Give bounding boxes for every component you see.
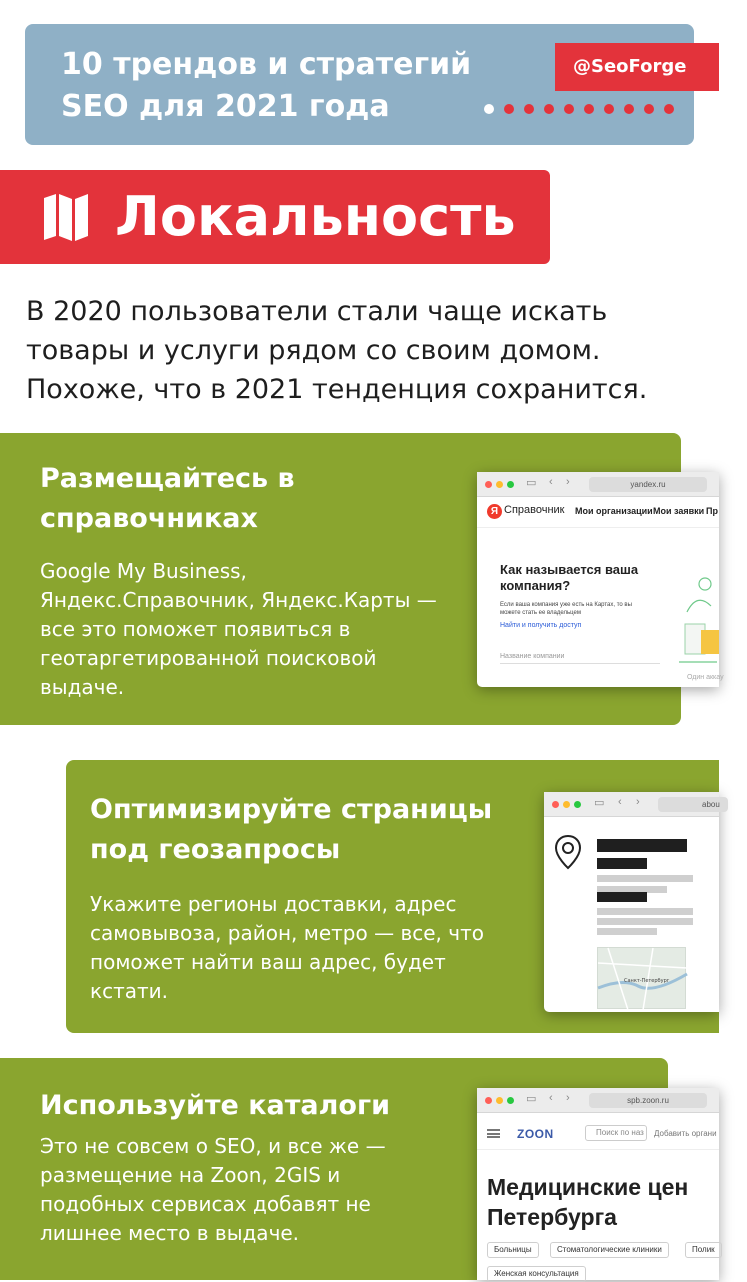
section-banner	[0, 170, 550, 264]
card-text: Укажите регионы доставки, адрес самовывоза, район, метро — все, что поможет найти ваш адрес, будет кстати.	[90, 892, 484, 1003]
pagination-dots	[484, 104, 674, 114]
company-hint: Если ваша компания уже есть на Картах, то вы можете стать ее владельцем	[500, 602, 632, 616]
menu-icon	[487, 1129, 500, 1138]
section-title: Локальность	[115, 185, 516, 248]
pagination-dot	[664, 104, 674, 114]
forward-icon: ›	[566, 476, 570, 488]
address-bar: spb.zoon.ru	[589, 1093, 707, 1108]
close-dot	[552, 801, 559, 808]
nav-my-requests: Мои заявки	[653, 506, 705, 516]
browser-zoon	[477, 1088, 719, 1280]
forward-icon: ›	[636, 796, 640, 808]
category-chip: Женская консультация	[487, 1266, 586, 1282]
add-organization-link: Добавить органи	[654, 1129, 717, 1138]
card-title: Используйте каталоги	[40, 1090, 390, 1121]
nav-my-organizations: Мои организации	[575, 506, 653, 516]
pagination-dot	[604, 104, 614, 114]
pagination-dot	[644, 104, 654, 114]
close-dot	[485, 1097, 492, 1104]
header-title: 10 трендов и стратегий SEO для 2021 года	[61, 47, 472, 124]
pagination-dot	[544, 104, 554, 114]
browser-toolbar	[544, 792, 719, 817]
pagination-dot	[504, 104, 514, 114]
zoon-heading-line: Петербурга	[487, 1204, 617, 1230]
yandex-logo: Я	[487, 504, 502, 519]
back-icon: ‹	[549, 476, 553, 488]
map-label: Санкт-Петербург	[624, 978, 670, 984]
zoon-heading-line: Медицинские цен	[487, 1174, 689, 1200]
pagination-dot	[624, 104, 634, 114]
pagination-dot	[584, 104, 594, 114]
back-icon: ‹	[549, 1092, 553, 1104]
sidebar-icon: ▭	[594, 797, 605, 809]
zoon-header	[477, 1114, 719, 1150]
map-icon	[42, 192, 90, 242]
browser-about-page	[544, 792, 719, 1012]
sidebar-icon: ▭	[526, 477, 537, 489]
zoon-heading	[487, 1172, 747, 1232]
placeholder-line	[597, 908, 693, 915]
maximize-dot	[507, 481, 514, 488]
card-title: Размещайтесь в справочниках	[40, 463, 295, 534]
category-chip: Больницы	[487, 1242, 539, 1258]
zoon-search-input: Поиск по наз	[585, 1125, 647, 1141]
pagination-dot	[564, 104, 574, 114]
address-bar: abou	[658, 797, 728, 812]
category-chip: Полик	[685, 1242, 722, 1258]
close-dot	[485, 481, 492, 488]
maximize-dot	[574, 801, 581, 808]
sidebar-icon: ▭	[526, 1093, 537, 1105]
placeholder-bar	[597, 839, 687, 852]
placeholder-line	[597, 875, 693, 882]
back-icon: ‹	[618, 796, 622, 808]
nav-more: Пр	[706, 506, 718, 516]
location-pin-icon	[554, 834, 582, 870]
pagination-dot	[484, 104, 494, 114]
maximize-dot	[507, 1097, 514, 1104]
zoon-logo: ZOON	[517, 1127, 554, 1141]
minimize-dot	[563, 801, 570, 808]
illustration-icon	[677, 572, 719, 667]
browser-toolbar	[477, 472, 719, 497]
service-name: Справочник	[504, 504, 565, 516]
category-chip: Стоматологические клиники	[550, 1242, 669, 1258]
handle-badge: @SeoForge	[555, 43, 719, 91]
intro-text: В 2020 пользователи стали чаще искать товары и услуги рядом со своим домом. Похоже, что в 2021 тенденция сохранится.	[26, 296, 648, 405]
placeholder-line	[597, 928, 657, 935]
address-bar: yandex.ru	[589, 477, 707, 492]
browser-yandex-directory	[477, 472, 724, 687]
company-question: Как называется ваша компания?	[500, 562, 639, 593]
forward-icon: ›	[566, 1092, 570, 1104]
card-text: Google My Business, Яндекс.Справочник, Яндекс.Карты — все это поможет появиться в геотаргетированной поисковой выдаче.	[40, 559, 437, 699]
map-graphic	[598, 948, 687, 1010]
card-text: Это не совсем о SEO, и все же — размещение на Zoon, 2GIS и подобных сервисах добавят не лишнее место в выдаче.	[40, 1134, 386, 1245]
find-access-link: Найти и получить доступ	[500, 622, 582, 629]
card-title: Оптимизируйте страницы под геозапросы	[90, 794, 493, 865]
placeholder-bar	[597, 892, 647, 902]
map-thumbnail	[597, 947, 686, 1009]
browser-toolbar	[477, 1088, 719, 1113]
pagination-dot	[524, 104, 534, 114]
minimize-dot	[496, 481, 503, 488]
placeholder-bar	[597, 858, 647, 869]
company-name-input: Название компании	[500, 653, 660, 664]
minimize-dot	[496, 1097, 503, 1104]
placeholder-line	[597, 918, 693, 925]
directory-nav	[477, 498, 719, 528]
footer-text: Один аккау	[687, 674, 724, 681]
